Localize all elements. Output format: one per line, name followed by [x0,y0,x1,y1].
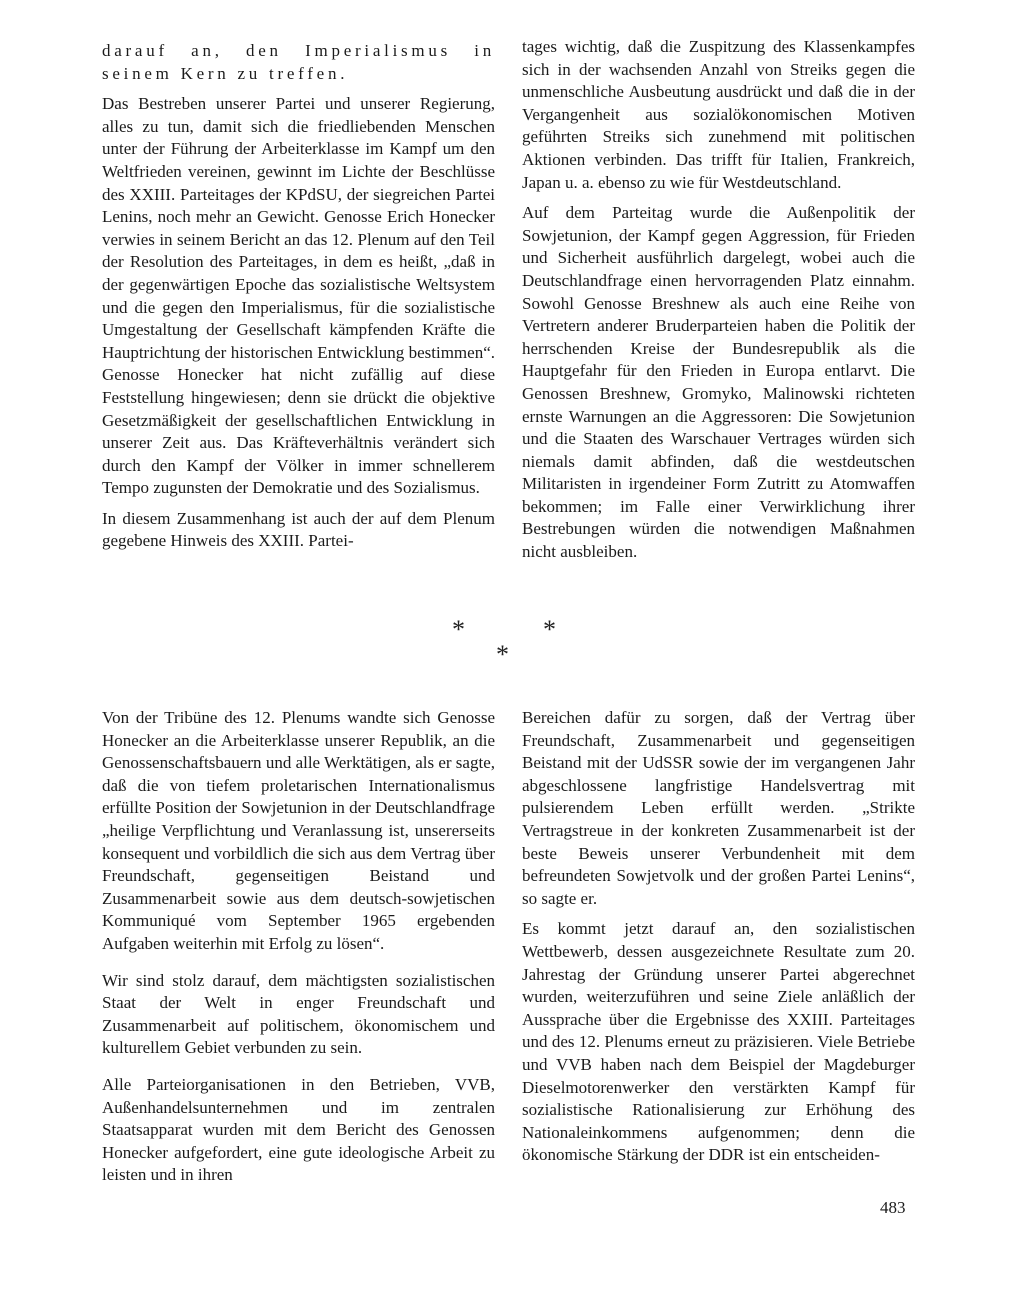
column-top-left [102,40,495,561]
paragraph: tages wichtig, daß die Zuspitzung des Klassenkampfes sich in der wachsenden Anzahl von Streiks gegen die unmenschliche Ausbeutung ausdrückt und daß die in der Vergangenheit aus sozialökonomischen Motiven geführten Streiks sich zunehmend mit politischen Aktionen verbinden. Das trifft für Italien, Frankreich, Japan u. a. ebenso zu wie für Westdeutschland. [522,37,915,192]
paragraph: Es kommt jetzt darauf an, den sozialistischen Wettbewerb, dessen ausgezeichnete Resultate zum 20. Jahrestag der Gründung unserer Partei abgerechnet wurden, weiterzuführen und seine Ziele anläßlich der Aussprache über die Ergebnisse des XXIII. Parteitages und des 12. Plenums erneut zu präzisieren. Viele Betriebe und VVB haben nach dem Beispiel der Magdeburger Dieselmotorenwerker den verstärkten Kampf für sozialistische Rationalisierung zur Erhöhung des Nationaleinkommens aufgenommen; denn die ökonomische Stärkung der DDR ist ein entscheiden- [522,919,915,1165]
paragraph: Von der Tribüne des 12. Plenums wandte sich Genosse Honecker an die Arbeiterklasse unserer Republik, an die Genossenschaftsbauern und alle Werktätigen, als er sagte, daß die von tiefem proletarischen Internationalismus erfüllte Position der Sowjetunion in der Deutschlandfrage „heilige Verpflichtung und Veranlassung ist, unsererseits konsequent und vorbildlich die sich aus dem Vertrag über Freundschaft, gegenseitigen Beistand und Zusammenarbeit sowie aus dem deutsch-sowjetischen Kommuniqué vom September 1965 ergebenden Aufgaben weiterhin mit Erfolg zu lösen“. [102,708,495,953]
page-number: 483 [880,1198,906,1217]
section-separator-asterisk: * [543,615,556,644]
paragraph-emphasis: darauf an, den Imperialismus in seinem Kern zu treffen. [102,41,495,83]
paragraph: Bereichen dafür zu sorgen, daß der Vertrag über Freundschaft, Zusammenarbeit und gegenseitigen Beistand mit der UdSSR sowie der im vergangenen Jahr abgeschlossene langfristige Handelsvertrag mit pulsierendem Leben erfüllt werden. „Strikte Vertragstreue in der konkreten Zusammenarbeit ist der beste Beweis unserer Verbundenheit mit dem befreundeten Sowjetvolk und der großen Partei Lenins“, so sagte er. [522,708,915,908]
section-separator-asterisk: * [452,615,465,644]
paragraph: In diesem Zusammenhang ist auch der auf dem Plenum gegebene Hinweis des XXIII. Partei- [102,508,495,551]
paragraph: Auf dem Parteitag wurde die Außenpolitik der Sowjetunion, der Kampf gegen Aggression, für Frieden und Sicherheit ausführlich dargelegt, wobei auch die Deutschlandfrage einen hervorragenden Platz einnahm. Sowohl Genosse Breshnew als auch eine Reihe von Vertretern anderer Bruderparteien haben die Politik der herrschenden Kreise der Bundesrepublik als die Hauptgefahr für den Frieden in Europa entlarvt. Die Genossen Breshnew, Gromyko, Malinowski richteten ernste Warnungen an die Aggressoren: Die Sowjetunion und die Staaten des Warschauer Vertrages würden sich niemals damit abfinden, daß die westdeutschen Militaristen in irgendeiner Form Zutritt zu Atomwaffen bekommen; im Falle einer Verwirklichung ihrer Bestrebungen würden die notwendigen Maßnahmen nicht ausbleiben. [522,203,915,562]
paragraph: Wir sind stolz darauf, dem mächtigsten sozialistischen Staat der Welt in enger Freundschaft und Zusammenarbeit auf politischem, ökonomischem und kulturellem Gebiet verbunden zu sein. [102,970,495,1058]
column-top-right [522,36,915,572]
section-separator-asterisk: * [496,640,509,669]
column-bottom-left [102,707,495,1201]
paragraph: Das Bestreben unserer Partei und unserer Regierung, alles zu tun, damit sich die friedliebenden Menschen unter der Führung der Arbeiterklasse im Kampf um den Weltfrieden vereinen, gewinnt im Lichte der Beschlüsse des XXIII. Parteitages der KPdSU, der siegreichen Partei Lenins, noch mehr an Gewicht. Genosse Erich Honecker verwies in seinem Bericht an das 12. Plenum auf den Teil der Resolution des Parteitages, in dem es heißt, „daß in der gegenwärtigen Epoche das sozialistische Weltsystem und die gegen den Imperialismus, für die sozialistische Umgestaltung der Gesellschaft kämpfenden Kräfte die Hauptrichtung der historischen Entwicklung bestimmen“. Genosse Honecker hat nicht zufällig auf diese Feststellung hingewiesen; denn sie drückt die objektive Gesetzmäßigkeit der gesellschaftlichen Entwicklung in unserer Zeit aus. Das Kräfteverhältnis verändert sich durch den Kampf der Völker in immer schnellerem Tempo zugunsten der Demokratie und des Sozialismus. [102,94,495,498]
column-bottom-right [522,707,915,1175]
paragraph: Alle Parteiorganisationen in den Betrieben, VVB, Außenhandelsunternehmen und im zentralen Staatsapparat wurden mit dem Bericht des Genossen Honecker aufgefordert, eine gute ideologische Arbeit zu leisten und in ihren [102,1074,495,1185]
